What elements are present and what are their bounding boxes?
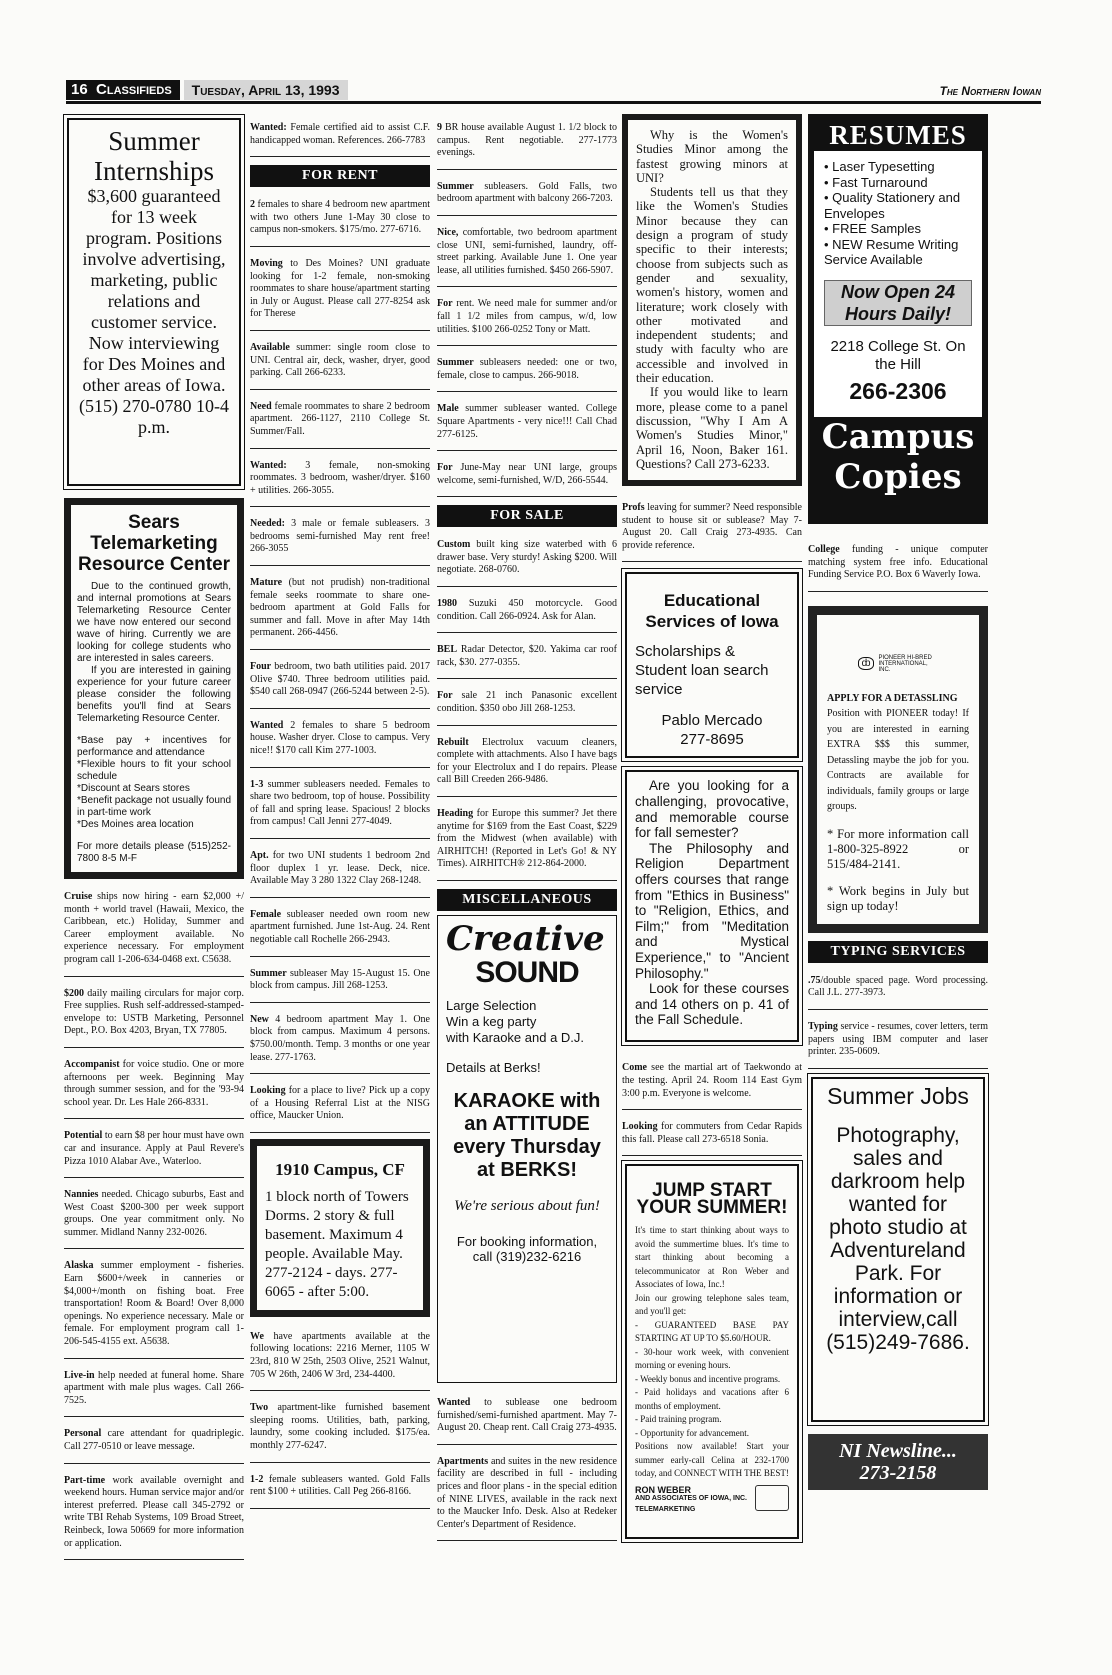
sears-ad <box>64 498 244 879</box>
summer-jobs-title: Summer Jobs <box>827 1082 969 1109</box>
classified-ad <box>250 510 430 566</box>
ad-text: 3 male or female subleasers. 3 bedrooms semi-furnished May rent free! 266-3055 <box>250 518 430 555</box>
classified-list <box>622 1054 802 1156</box>
ad-text: 2 females to share 5 bedroom house. Washer dryer. Close to campus. Very nice!! $170 call Kim 277-1003. <box>250 719 430 756</box>
classified-ad <box>808 1013 988 1069</box>
classified-ad <box>437 173 617 216</box>
ad-text: have apartments available at the following locations: 2216 Merner, 1105 W 23rd, 810 W 25th, 2503 Olive, 2521 Walnut, 705 W 26th, 2406 W 3rd, 234-4400. <box>250 1330 430 1380</box>
classified-ad <box>437 800 617 881</box>
classified-ad <box>64 1467 244 1561</box>
pioneer-headline: APPLY FOR A DETASSLING <box>827 692 958 704</box>
page-number: 16 <box>71 81 88 98</box>
ad-text: for Europe this summer? Jet there anytime for $169 from the East Coast, $229 from the Midwest (when available) with AIRHITCH! (Reported in Let's Go! & NY Times). AIRHITCH® 212-864-2000. <box>437 808 617 870</box>
phil-para-2: The Philosophy and Religion Department offers courses that range from "Ethics in Business" to "Religion, Ethics, and Film;" from "Meditation and Mystical Experience," to "Ancient Philosophy." <box>635 840 789 981</box>
issue-date: Tuesday, April 13, 1993 <box>184 80 348 100</box>
ad-text: daily mailing circulars for major corp. Free supplies. Rush self-addressed-stamped-envelope to: USTB Marketing, Personnel Dept., P.O. Box 4203, Bryan, TX 77805. <box>64 987 244 1037</box>
sears-benefit: *Discount at Sears stores <box>77 783 190 794</box>
ad-text: funding - unique computer matching system free info. Educational Funding Service P.O. Box 6 Waverly Iowa. <box>808 544 988 581</box>
newsline-title: NI Newsline... <box>839 1439 957 1462</box>
creative-slogan: We're serious about fun! <box>454 1197 600 1214</box>
ad-lead-word: We <box>250 1330 264 1342</box>
ad-lead-word: For <box>437 690 453 702</box>
miscellaneous-heading: MISCELLANEOUS <box>437 889 617 911</box>
classified-ad <box>437 531 617 587</box>
campus-title: 1910 Campus, CF <box>275 1159 405 1179</box>
ad-text: rent. We need male for summer and/or fall 1 1/2 miles from campus, w/d, low utilities. $100 266-0252 Tony or Matt. <box>437 298 617 335</box>
classified-ad <box>250 653 430 709</box>
classified-ad <box>437 1448 617 1542</box>
store-address: 2218 College St. On the Hill <box>830 337 966 373</box>
classified-list <box>808 967 988 1069</box>
ad-text: 4 bedroom apartment May 1. One block from campus. Maximum 4 persons. $750.00/month. Temp. 3 months or one year lease. 277-1763. <box>250 1013 430 1063</box>
ad-text: for voice studio. One or more afternoons per week. Beginning May through summer session, and for the '93-94 school year. Dr. Les Hale 266-8331. <box>64 1058 244 1108</box>
ad-lead-word: Wanted: <box>250 122 287 133</box>
newsline-ad <box>808 1434 988 1490</box>
pioneer-para: Position with PIONEER today! If you are interested in earning EXTRA $$$ this summer, Detassling maybe the job for you. Contracts are available for individuals, family groups or large groups. <box>827 708 969 813</box>
classified-list <box>622 494 802 562</box>
ad-lead-word: Typing <box>808 1020 838 1032</box>
pioneer-contact: * For more information call 1-800-325-8922 or 515/484-2141. <box>827 826 969 871</box>
campus-house-ad <box>250 1139 430 1317</box>
store-phone: 266-2306 <box>849 377 947 404</box>
newsline-phone: 273-2158 <box>859 1461 937 1484</box>
typing-services-heading: TYPING SERVICES <box>808 941 988 963</box>
classified-ad <box>250 250 430 331</box>
creative-sound-ad <box>437 915 617 1383</box>
sears-para-2: If you are interested in gaining experience for your future career please consider the following benefits you'll find at Sears Telemarketing Resource Center. <box>77 665 231 724</box>
ad-lead-word: Heading <box>437 808 474 819</box>
ad-text: needed. Chicago suburbs, East and West Coast $200-300 per week support groups. One year commitment only. No summer. Midland Nanny 232-0026. <box>64 1189 244 1238</box>
philosophy-ad <box>625 770 799 1042</box>
classified-ad <box>250 771 430 839</box>
sears-contact: For more details please (515)252-7800 8-5 M-F <box>77 841 231 864</box>
classified-ad <box>250 393 430 449</box>
classified-ad <box>250 334 430 390</box>
ad-text: /double spaced page. Word processing. Call J.L. 277-3973. <box>808 974 988 999</box>
ad-lead-word: Apt. <box>250 849 269 861</box>
ad-text: work available overnight and weekend hours. Human service major and/or interest preferred. Please call 345-2792 or write TBI Rehab Systems, 109 Broad Street, Reinbeck, Iowa 50669 for more information or application. <box>64 1474 244 1549</box>
ad-text: care attendant for quadriplegic. Call 277-0510 or leave message. <box>64 1428 244 1452</box>
ad-text: summer: single room close to UNI. Central air, deck, washer, dryer, good parking. Call 266-6233. <box>250 341 430 379</box>
resumes-body <box>814 151 982 417</box>
classified-ad <box>64 1252 244 1358</box>
ad-text: BR house available August 1. 1/2 block to campus. Rent negotiable. 277-1773 evenings. <box>437 122 617 159</box>
internship-ad <box>67 118 241 486</box>
ad-lead-word: Female <box>250 908 282 920</box>
ad-lead-word: Wanted <box>250 719 284 731</box>
classified-ad <box>64 1051 244 1119</box>
creative-line: Win a keg party <box>446 1013 537 1029</box>
classified-ad <box>250 842 430 898</box>
ad-lead-word: Cruise <box>64 891 93 902</box>
booking-info: For booking information, call (319)232-6216 <box>456 1233 598 1264</box>
for-rent-heading: FOR RENT <box>250 165 430 187</box>
ad-lead-word: $200 <box>64 987 84 999</box>
ad-lead-word: 1980 <box>437 598 457 610</box>
logo-tag: TELEMARKETING <box>635 1505 696 1513</box>
ad-lead-word: Summer <box>250 967 287 979</box>
classified-ad <box>64 1362 244 1418</box>
ad-lead-word: Needed: <box>250 518 285 530</box>
jump-item: - GUARANTEED BASE PAY STARTING AT UP TO $5.60/HOUR. <box>635 1319 789 1344</box>
column-4 <box>622 114 802 1551</box>
classified-list <box>250 114 430 157</box>
classified-ad <box>622 1113 802 1156</box>
ad-lead-word: Mature <box>250 577 283 589</box>
ad-lead-word: Four <box>250 661 272 673</box>
ad-lead-word: Need <box>250 400 272 412</box>
ad-lead-word: For <box>437 462 453 474</box>
ad-text: subleasers. Gold Falls, two bedroom apartment with balcony 266-7203. <box>437 180 617 205</box>
ad-text: summer subleasers needed. Females to share two bedroom, top of house. Possibility of fall and spring lease. Spacious! 2 blocks from campus! Call Jenni 277-4049. <box>250 778 430 828</box>
classified-ad <box>250 712 430 768</box>
jump-para-1: It's time to start thinking about ways to avoid the summertime blues. It's time to start thinking about becoming a telecommunicator at Ron Weber and Associates of Iowa, Inc.! <box>635 1225 789 1290</box>
ad-text: to Des Moines? UNI graduate looking for 1-2 female, non-smoking roommates to share house/apartment starting in July or August. Please call 277-8254 ask for Therese <box>250 257 430 320</box>
internship-body: $3,600 guaranteed for 13 week program. Positions involve advertising, marketing, public relations and customer service. Now interviewing for Des Moines and other areas of Iowa. (515) 270-0780 10-4 p.m. <box>79 186 229 437</box>
ad-lead-word: Summer <box>437 180 474 192</box>
ad-text: 3 female, non-smoking roommates. 3 bedroom, washer/dryer. $160 + utilities. 266-3055. <box>250 459 430 496</box>
ad-text: for commuters from Cedar Rapids this fall. Please call 273-6518 Sonia. <box>622 1121 802 1145</box>
ad-text: subleasers needed: one or two, female, close to campus. 266-9018. <box>437 357 617 381</box>
logo-name: RON WEBER <box>635 1484 691 1495</box>
ad-text: to earn $8 per hour must have own car and insurance. Apply at Paul Revere's Pizza 1010 Alabar Ave., Waterloo. <box>64 1130 244 1167</box>
ad-lead-word: .75 <box>808 974 821 986</box>
ad-lead-word: For <box>437 298 453 310</box>
column-1 <box>64 114 244 1563</box>
ad-lead-word: Nannies <box>64 1189 99 1201</box>
ad-lead-word: Live-in <box>64 1369 95 1381</box>
edu-body: Scholarships & Student loan search service <box>635 643 769 699</box>
classified-ad <box>64 980 244 1048</box>
ad-lead-word: Moving <box>250 257 283 269</box>
classified-ad <box>437 729 617 797</box>
ad-text: for two UNI students 1 bedroom 2nd floor duplex 1 yr. lease. Deck, nice. Available May 3 280 1322 Clay 268-1248. <box>250 849 430 887</box>
creative-sound-logo-sub: SOUND <box>475 955 579 989</box>
ad-text: subleaser May 15-August 15. One block from campus. Jill 268-1253. <box>250 967 430 992</box>
jump-item: - 30-hour work week, with convenient morning or evening hours. <box>635 1346 789 1371</box>
classified-ad <box>250 452 430 508</box>
ad-lead-word: Two <box>250 1402 269 1414</box>
ad-text: summer subleaser wanted. College Square Apartments - very nice!!! Call Chad 277-6125. <box>437 403 617 440</box>
classified-list <box>437 531 617 881</box>
creative-line: Large Selection <box>446 997 537 1013</box>
classified-ad <box>808 967 988 1010</box>
classified-ad <box>250 960 430 1003</box>
pioneer-logo-text: PIONEER HI-BRED INTERNATIONAL, INC. <box>878 654 932 673</box>
ad-lead-word: Alaska <box>64 1260 94 1272</box>
ad-lead-word: BEL <box>437 644 458 656</box>
ad-lead-word: Available <box>250 341 290 353</box>
logo-sub: AND ASSOCIATES OF IOWA, INC. <box>635 1494 748 1502</box>
classified-ad <box>622 494 802 562</box>
campus-copies-logo: Campus Copies <box>821 416 975 497</box>
sears-benefit: *Des Moines area location <box>77 819 194 830</box>
classified-ad <box>250 901 430 957</box>
ad-text: built king size waterbed with 6 drawer base. Very sturdy! Asking $200. Will negotiate. 268-0760. <box>437 539 617 576</box>
classified-ad <box>64 1420 244 1463</box>
ad-text: help needed at funeral home. Share apartment with male plus wages. Call 266-7525. <box>64 1369 244 1406</box>
campus-body: 1 block north of Towers Dorms. 2 story & full basement. Maximum 4 people. Available May. 277-2124 - days. 277-6065 - after 5:00. <box>265 1188 409 1300</box>
ad-text: ships now hiring - earn $2,000 +/ month + world travel (Hawaii, Mexico, the Caribbean, etc.) Holiday, Summer and Career employment available. No experience necessary. For employment program call 1-206-634-0468 ext. C5638. <box>64 891 244 965</box>
classified-ad <box>622 1054 802 1110</box>
ad-lead-word: 9 <box>437 122 442 133</box>
ad-lead-word: Part-time <box>64 1474 106 1486</box>
edu-contact-name: Pablo Mercado <box>661 712 763 730</box>
resume-service: • Fast Turnaround <box>824 174 928 190</box>
ad-text: and suites in the new residence facility are described in full - including prices and floor plans - in the special edition of NINE LIVES, available in the rack next to the Maucker Info. Desk. Also at Redeker Center's Department of Residence. <box>437 1455 617 1530</box>
jump-para-2: Join our growing telephone sales team, and you'll get: <box>635 1292 789 1317</box>
ad-lead-word: Apartments <box>437 1455 489 1467</box>
internship-title: Summer Internships <box>94 126 214 186</box>
ad-text: sale 21 inch Panasonic excellent condition. $350 obo Jill 268-1253. <box>437 690 617 715</box>
for-sale-heading: FOR SALE <box>437 505 617 527</box>
womens-para-1: Why is the Women's Studies Minor among the fastest growing minors at UNI? <box>636 128 788 185</box>
ad-lead-word: Looking <box>622 1121 658 1133</box>
classified-ad <box>437 682 617 725</box>
classified-ad <box>250 1394 430 1462</box>
column-3 <box>437 114 617 1544</box>
resume-service: • Laser Typesetting <box>824 159 935 174</box>
resume-service: • NEW Resume Writing Service Available <box>824 236 959 267</box>
column-5 <box>808 114 988 1490</box>
ad-text: female roommates to share 2 bedroom apartment. 266-1127, 2110 College St. Summer/Fall. <box>250 400 430 437</box>
jump-item: - Paid holidays and vacations after 6 months of employment. <box>635 1387 789 1411</box>
classified-list <box>437 1389 617 1541</box>
jump-item: - Opportunity for advancement. <box>635 1427 749 1438</box>
creative-sound-logo: Creative <box>446 918 605 959</box>
classified-ad <box>64 1181 244 1249</box>
classified-ad <box>437 290 617 346</box>
pioneer-note: * Work begins in July but sign up today! <box>827 883 969 913</box>
ad-lead-word: Male <box>437 403 459 415</box>
classified-ad <box>437 636 617 679</box>
pioneer-ad <box>808 606 988 933</box>
telephone-icon <box>755 1485 789 1511</box>
ad-text: Radar Detector, $20. Yakima car roof rack, $30. 277-0355. <box>437 644 617 668</box>
ad-lead-word: Custom <box>437 539 471 551</box>
ad-text: for a place to live? Pick up a copy of a Housing Referral List at the NISG office, Maucker Union. <box>250 1085 430 1122</box>
page-header <box>66 80 1041 104</box>
ad-lead-word: Wanted: <box>250 459 287 471</box>
ad-text: see the martial art of Taekwondo at the testing. April 24. Room 114 East Gym 3:00 p.m. Everyone is welcome. <box>622 1062 802 1099</box>
classified-ad <box>437 1389 617 1445</box>
ad-lead-word: Personal <box>64 1428 102 1440</box>
ad-text: comfortable, two bedroom apartment close UNI, semi-furnished, laundry, off-street parking. Available June 1. One year lease, all utilities furnished. $450 266-5907. <box>437 226 617 276</box>
classified-ad <box>437 590 617 633</box>
jump-title: JUMP START YOUR SUMMER! <box>636 1180 788 1219</box>
ad-lead-word: 2 <box>250 199 255 211</box>
classified-ad <box>437 219 617 287</box>
womens-para-2: Students tell us that they like the Women's Studies Minor because they can design a program of study specific to their interests; choose from subjects such as gender and sexuality, women's history, women and literature; work closely with other motivated and independent students; and study with faculty who are accessible and involved in their education. <box>636 185 788 386</box>
jump-item: - Weekly bonus and incentive programs. <box>635 1373 781 1384</box>
classified-ad <box>250 191 430 247</box>
resumes-title: RESUMES <box>829 120 967 150</box>
creative-details: Details at Berks! <box>446 1059 541 1075</box>
ad-lead-word: Looking <box>250 1085 286 1097</box>
ad-lead-word: Summer <box>437 357 474 369</box>
ad-text: female subleasers wanted. Gold Falls rent $100 + utilities. Call Peg 266-8166. <box>250 1473 430 1498</box>
resumes-ad <box>808 114 988 524</box>
sears-benefit: *Base pay + incentives for performance and attendance <box>77 735 231 758</box>
classified-ad <box>64 883 244 977</box>
ad-lead-word: Profs <box>622 502 645 513</box>
summer-jobs-ad <box>811 1077 985 1422</box>
classified-list <box>250 1323 430 1509</box>
ad-text: bedroom, two bath utilities paid. 2017 Olive $740. Three bedroom utilities paid. $540 call 268-0947 (266-5244 between 2-5). <box>250 661 430 698</box>
classified-ad <box>437 114 617 170</box>
ad-lead-word: Accompanist <box>64 1058 120 1070</box>
section-name: Classifieds <box>96 81 172 98</box>
ron-weber-logo <box>635 1485 789 1513</box>
classified-ad <box>250 1466 430 1509</box>
ad-lead-word: Wanted <box>437 1396 471 1408</box>
ad-text: Female certified aid to assist C.F. handicapped woman. References. 266-7783 <box>250 122 430 146</box>
womens-studies-ad <box>622 114 802 486</box>
ad-text: Suzuki 450 motorcycle. Good condition. Call 266-0924. Ask for Alan. <box>437 598 617 622</box>
karaoke-headline: KARAOKE with an ATTITUDE every Thursday at BERKS! <box>453 1089 601 1181</box>
column-2 <box>250 114 430 1512</box>
sears-benefit: *Benefit package not usually found in part-time work <box>77 795 231 818</box>
section-label <box>66 80 180 100</box>
paper-name: The Northern Iowan <box>939 84 1041 98</box>
jump-item: - Paid training program. <box>635 1414 722 1425</box>
classified-list <box>250 191 430 1133</box>
classified-ad <box>250 1077 430 1133</box>
ad-text: summer employment - fisheries. Earn $600+/week in canneries or $4,000+/month on fishing boat. Free transportation! Room & Board! Over 8,000 openings. No experience necessary. Male or female. For employment program call 1-206-545-4155 ext. A5638. <box>64 1260 244 1348</box>
ad-lead-word: College <box>808 544 840 555</box>
resume-service: • Quality Stationery and Envelopes <box>824 190 961 221</box>
ad-lead-word: Rebuilt <box>437 736 469 748</box>
ad-text: Electrolux vacuum cleaners, complete with attachments. Also I have bags for your Electrolux and I do repairs. Please call Bill Creeden 266-9486. <box>437 736 617 786</box>
classified-ad <box>437 395 617 451</box>
creative-line: with Karaoke and a D.J. <box>446 1029 585 1045</box>
jump-para-3: Positions now available! Start your summer early-call Celina at 232-1700 today, and CONNECT WITH THE BEST! <box>635 1441 789 1479</box>
edu-phone: 277-8695 <box>680 731 744 749</box>
resume-service: • FREE Samples <box>824 221 922 236</box>
educational-services-ad <box>625 572 799 758</box>
classified-list <box>64 883 244 1560</box>
edu-title: Educational Services of Iowa <box>645 591 779 632</box>
ad-text: June-May near UNI large, groups welcome, semi-furnished, W/D, 266-5544. <box>437 462 617 486</box>
phil-para-1: Are you looking for a challenging, provocative, and memorable course for fall semester? <box>635 778 789 841</box>
ad-text: subleaser needed own room new apartment furnished. June 1st-Aug. 24. Rent negotiable call Rochelle 266-2943. <box>250 908 430 945</box>
ad-text: leaving for summer? Need responsible student to house sit or sublease? May 7-August 20. Call Craig 273-4935. Can provide reference. <box>622 502 802 551</box>
ad-text: females to share 4 bedroom new apartment with two others June 1-May 30 close to campus non-smokers. $175/mo. 277-6716. <box>250 199 430 236</box>
classified-ad <box>437 349 617 392</box>
classified-ad <box>250 114 430 157</box>
summer-jobs-body: Photography, sales and darkroom help wanted for photo studio at Adventureland Park. For information or interview,call (515)249-7686. <box>826 1123 970 1354</box>
classified-ad <box>250 1006 430 1074</box>
phil-para-3: Look for these courses and 14 others on p. 41 of the Fall Schedule. <box>635 981 789 1028</box>
ad-text: (but not prudish) non-traditional female seeks roommate to share one-bedroom apartment at Gold Falls for summer and fall. Move in after May 14th permanent. 266-4456. <box>250 577 430 639</box>
ad-lead-word: Potential <box>64 1130 103 1142</box>
classified-ad <box>250 569 430 650</box>
classified-ad <box>808 536 988 592</box>
sears-benefit: *Flexible hours to fit your school schedule <box>77 759 231 782</box>
classified-ad <box>437 454 617 497</box>
classified-ad <box>250 1323 430 1391</box>
jump-start-ad <box>625 1164 799 1539</box>
sears-para-1: Due to the continued growth, and internal promotions at Sears Telemarketing Resource Center we have now entered our second wave of hiring. Currently we are looking for college students who are interested in sales careers. <box>77 581 231 664</box>
ad-lead-word: 1-2 <box>250 1473 264 1485</box>
classified-list <box>437 114 617 497</box>
hours-banner: Now Open 24 Hours Daily! <box>824 280 972 326</box>
classified-ad <box>64 1122 244 1178</box>
ad-lead-word: Come <box>622 1062 647 1074</box>
classified-list <box>808 536 988 592</box>
pioneer-logo <box>827 655 969 673</box>
ad-text: apartment-like furnished basement sleeping rooms. Utilities, bath, parking, laundry, some cooking included. $175/ea. monthly 277-6247. <box>250 1402 430 1452</box>
pioneer-logo-icon: ȸ <box>858 657 875 670</box>
ad-text: service - resumes, cover letters, term papers using IBM computer and laser printer. 235-0609. <box>808 1020 988 1058</box>
sears-title: Sears Telemarketing Resource Center <box>77 512 231 575</box>
womens-para-3: If you would like to learn more, please come to a panel discussion, "Why I Am A Women's Studies Minor," April 16, Noon, Baker 161. Questions? Call 273-6233. <box>636 385 788 471</box>
ad-lead-word: New <box>250 1013 269 1025</box>
ad-lead-word: 1-3 <box>250 778 264 790</box>
ad-text: to sublease one bedroom furnished/semi-furnished apartment. May 7-August 20. Cheap rent. Call Craig 273-4935. <box>437 1396 617 1434</box>
ad-lead-word: Nice, <box>437 226 459 238</box>
